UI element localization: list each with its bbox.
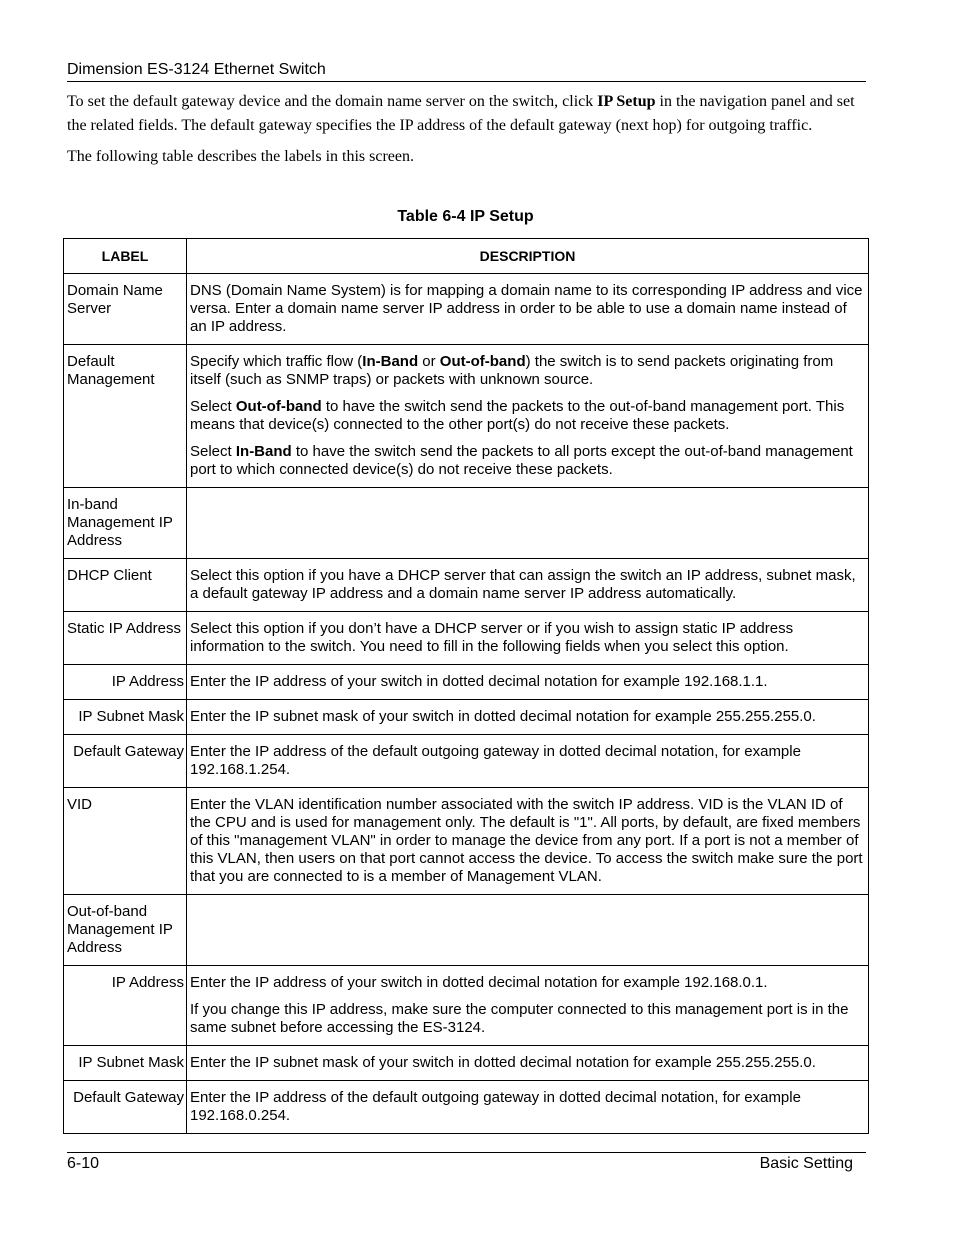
text-part: Specify which traffic flow (: [190, 353, 363, 370]
table-row: [64, 1081, 869, 1134]
description-text: Select this option if you have a DHCP server that can assign the switch an IP address, subnet mask, a default gateway IP address and a domain name server IP address automatically.: [190, 567, 856, 602]
description-text: If you change this IP address, make sure the computer connected to this management port is in the same subnet before accessing the ES-3124.: [190, 1001, 849, 1036]
description-text: [190, 443, 865, 479]
row-label: IP Subnet Mask: [64, 700, 187, 735]
label-column-header: LABEL: [64, 239, 187, 274]
out-of-band-term: Out-of-band: [439, 353, 526, 370]
table-row: [64, 1046, 869, 1081]
text-part: ) the switch is to send packets originating from itself (such as SNMP traps) or packets with unknown source.: [190, 353, 834, 388]
row-label: Static IP Address: [64, 612, 187, 665]
row-label: In-band Management IP Address: [64, 488, 187, 559]
description-text: Enter the IP address of your switch in dotted decimal notation for example 192.168.1.1.: [190, 673, 768, 690]
row-label: IP Subnet Mask: [64, 1046, 187, 1081]
row-label: Domain Name Server: [64, 274, 187, 345]
table-row: [64, 700, 869, 735]
row-label: Out-of-band Management IP Address: [64, 895, 187, 966]
table-caption: Table 6-4 IP Setup: [397, 208, 534, 225]
row-description: [187, 612, 869, 665]
description-text: Enter the IP subnet mask of your switch in dotted decimal notation for example 255.255.255.0.: [190, 1054, 816, 1071]
description-column-header: DESCRIPTION: [187, 239, 869, 274]
row-label: Default Gateway: [64, 1081, 187, 1134]
row-description: [187, 274, 869, 345]
table-row: [64, 895, 869, 966]
row-label: IP Address: [64, 966, 187, 1046]
description-text: Enter the IP address of the default outgoing gateway in dotted decimal notation, for example 192.168.1.254.: [190, 743, 801, 778]
row-description: [187, 895, 869, 966]
table-header-row: [64, 239, 869, 274]
in-band-term: In-Band: [235, 443, 292, 460]
table-row: [64, 665, 869, 700]
description-text: Enter the IP subnet mask of your switch in dotted decimal notation for example 255.255.255.0.: [190, 708, 816, 725]
text-part: Select: [190, 443, 236, 460]
table-row: [64, 488, 869, 559]
row-description: [187, 700, 869, 735]
row-label: IP Address: [64, 665, 187, 700]
table-row: [64, 788, 869, 895]
running-footer: [67, 1152, 866, 1173]
table-row: [64, 966, 869, 1046]
text-part: to have the switch send the packets to the out-of-band management port. This means that device(s) connected to the other port(s) do not receive these packets.: [190, 398, 845, 433]
row-description: [187, 966, 869, 1046]
page-number: 6-10: [67, 1155, 100, 1172]
row-description: [187, 488, 869, 559]
row-label: VID: [64, 788, 187, 895]
row-description: [187, 345, 869, 488]
intro-text: [67, 90, 867, 169]
intro-paragraph: [67, 90, 867, 137]
text-part: to have the switch send the packets to all ports except the out-of-band management port to which connected device(s) do not receive these packets.: [190, 443, 853, 478]
description-text: DNS (Domain Name System) is for mapping a domain name to its corresponding IP address and vice versa. Enter a domain name server IP address in order to be able to use a domain name instead of an IP address.: [190, 282, 863, 335]
row-label: Default Gateway: [64, 735, 187, 788]
intro-text-part: in the navigation panel and set the related fields. The default gateway specifies the IP address of the default gateway (next hop) for outgoing traffic.: [67, 93, 855, 134]
description-text: Enter the IP address of your switch in dotted decimal notation for example 192.168.0.1.: [190, 974, 768, 991]
description-text: Enter the VLAN identification number associated with the switch IP address. VID is the VLAN ID of the CPU and is used for management only. The default is "1". All ports, by default, are fixed members of this "management VLAN" in order to manage the device from any port. If a port is not a member of this VLAN, then users on that port cannot access the device. To access the switch make sure the port that you are connected to is a member of Management VLAN.: [190, 796, 863, 885]
table-row: [64, 612, 869, 665]
text-part: Select: [190, 398, 236, 415]
row-description: [187, 735, 869, 788]
running-header: Dimension ES-3124 Ethernet Switch: [67, 61, 866, 82]
description-text: [190, 353, 865, 389]
row-label: Default Management: [64, 345, 187, 488]
row-description: [187, 665, 869, 700]
intro-text-part: To set the default gateway device and the domain name server on the switch, click: [67, 93, 598, 110]
out-of-band-term: Out-of-band: [235, 398, 322, 415]
section-title: Basic Setting: [759, 1155, 853, 1172]
in-band-term: In-Band: [362, 353, 419, 370]
row-description: [187, 1081, 869, 1134]
row-description: [187, 559, 869, 612]
description-text: Enter the IP address of the default outgoing gateway in dotted decimal notation, for example 192.168.0.254.: [190, 1089, 801, 1124]
table-row: [64, 274, 869, 345]
table-row: [64, 735, 869, 788]
ip-setup-term: IP Setup: [597, 93, 656, 110]
description-text: [190, 398, 865, 434]
ip-setup-table: [63, 238, 869, 1134]
row-description: [187, 1046, 869, 1081]
table-row: [64, 345, 869, 488]
row-description: [187, 788, 869, 895]
row-label: DHCP Client: [64, 559, 187, 612]
text-part: or: [418, 353, 440, 370]
intro-paragraph-2: The following table describes the labels in this screen.: [67, 148, 415, 165]
description-text: Select this option if you don’t have a DHCP server or if you wish to assign static IP address information to the switch. You need to fill in the following fields when you select this option.: [190, 620, 794, 655]
table-row: [64, 559, 869, 612]
